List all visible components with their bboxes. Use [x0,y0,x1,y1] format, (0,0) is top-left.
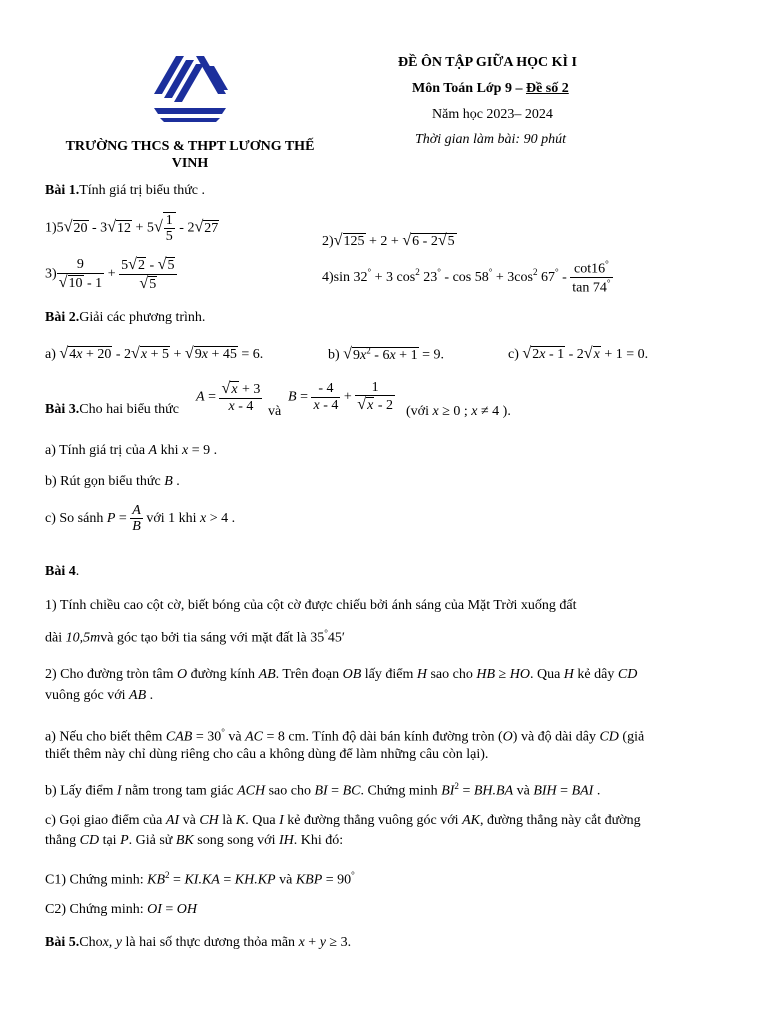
bai4-q2-line2: vuông góc với AB . [45,688,154,703]
bai3-expr-A: A = $\frac{√x + 3}{x - 4}$ [196,380,261,414]
bai4-qa-line2: thiết thêm này chỉ dùng riêng cho câu a không dùng để làm những câu còn lại). [45,747,489,762]
bai1-expr-2: 2)√125 + 2 + √6 - 2√5 [322,232,455,249]
bai2-eq-b: b) $√9x^2 - 6x + 1 = 9$. [328,345,444,363]
bai1-expr-1: 1)5√20 - 3√12 + 5√ $\frac{1}{5}$ - 2√27 [45,213,219,245]
bai4-heading: Bài 4. [45,564,80,579]
bai4-q2-line1: 2) Cho đường tròn tâm O đường kính AB. Trên đoạn OB lấy điểm H sao cho HB ≥ HO. Qua H kẻ dây CD [45,667,638,682]
time-allowed: Thời gian làm bài: 90 phút [415,132,566,147]
bai4-qc-line1: c) Gọi giao điểm của AI và CH là K. Qua I kẻ đường thẳng vuông góc với AK, đường thẳng này cắt đường [45,813,641,828]
school-year: Năm học 2023– 2024 [432,107,553,122]
bai3-part-c: c) So sánh P = $\frac{A}{B}$ với 1 khi x > 4 . [45,503,236,535]
bai3-heading: Bài 3.Cho hai biểu thức [45,402,179,417]
bai2-heading: Bài 2.Giải các phương trình. [45,310,206,325]
bai1-expr-3: 3) $\frac{9}{√10 - 1}$ + $\frac{5√2 - √5}{√5}$ [45,256,177,292]
exam-title: ĐỀ ÔN TẬP GIỮA HỌC KÌ I [398,55,577,70]
bai1-heading: Bài 1.Tính giá trị biểu thức . [45,183,206,198]
bai4-c2: C2) Chứng minh: OI = OH [45,902,198,917]
bai3-condition: (với x ≥ 0 ; x ≠ 4 ). [406,404,511,419]
bai4-q1-line2: dài 10,5mvà góc tạo bởi tia sáng với mặt đất là 35°45′ [45,628,345,646]
school-logo [150,52,230,124]
bai3-part-b: b) Rút gọn biểu thức B . [45,474,180,489]
bai1-expr-4: 4)sin 32° + 3 $\cos^2 23^\circ - \cos 58^\circ + 3\cos^2$ 67° - $\frac{\cot 16^\circ}{\tan 74^\circ}$ [322,259,611,296]
bai2-eq-c: c) √2x - 1 - 2√x + 1 = 0. [508,345,649,362]
bai3-expr-B: B = $\frac{- 4}{x - 4}$ + $\frac{1}{√x - 2}$ [288,380,393,414]
bai4-qb: b) Lấy điểm I nằm trong tam giác ACH sao cho BI = BC. Chứng minh $BI^2 = BH.BA$ và BIH = BAI . [45,781,601,799]
bai4-qc-line2: thẳng CD tại P. Giả sử BK song song với IH. Khi đó: [45,833,344,848]
bai4-c1: C1) Chứng minh: $KB^2 = KI.KA = KH.KP$ và KBP = 90° [45,870,355,888]
bai3-part-a: a) Tính giá trị của A khi x = 9 . [45,443,218,458]
bai2-eq-a: a) √4x + 20 - 2√x + 5 + √9x + 45 = 6. [45,345,264,362]
school-name-line1: TRƯỜNG THCS & THPT LƯƠNG THẾ [65,139,315,154]
exam-code: Đề số 2 [525,81,569,96]
subject-line: Môn Toán Lớp 9 – Đề số 2 [412,81,569,96]
school-name-line2: VINH [171,156,209,171]
bai5: Bài 5.Chox, y là hai số thực dương thỏa mãn x + y ≥ 3. [45,935,352,950]
bai4-q1-line1: 1) Tính chiều cao cột cờ, biết bóng của cột cờ được chiếu bởi ánh sáng của Mặt Trời xuống đất [45,598,577,613]
bai4-qa-line1: a) Nếu cho biết thêm CAB = 30° và AC = 8 cm. Tính độ dài bán kính đường tròn (O) và độ dài dây CD (giả [45,727,645,745]
bai3-and: và [268,404,282,419]
